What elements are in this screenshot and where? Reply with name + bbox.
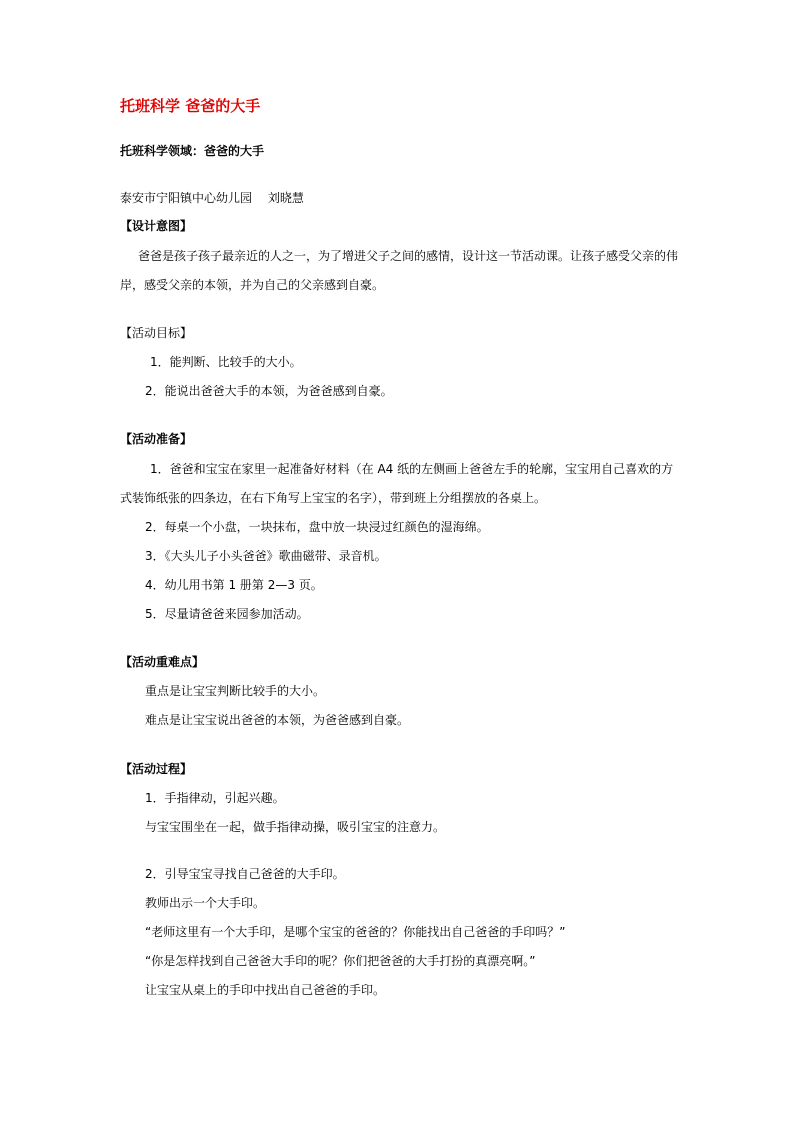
key-line-2: 难点是让宝宝说出爸爸的本领，为爸爸感到自豪。: [145, 713, 410, 727]
doc-subtitle: 托班科学领域：爸爸的大手: [120, 144, 265, 158]
goals-heading: 【活动目标】: [120, 326, 193, 340]
process-line-1: 教师出示一个大手印。: [145, 896, 266, 910]
key-line-1: 重点是让宝宝判断比较手的大小。: [145, 684, 326, 698]
design-paragraph-line-1: 爸爸是孩子孩子最亲近的人之一，为了增进父子之间的感情，设计这一节活动课。让孩子感受父亲的伟: [138, 249, 679, 263]
author-line: 泰安市宁阳镇中心幼儿园 刘晓慧: [120, 191, 304, 205]
prep-item-1-line-1: 1．爸爸和宝宝在家里一起准备好材料（在 A4 纸的左侧画上爸爸左手的轮廓，宝宝用自己喜欢的方: [150, 462, 674, 476]
prep-item-5: 5．尽量请爸爸来园参加活动。: [145, 607, 309, 621]
process-heading: 【活动过程】: [120, 762, 193, 776]
goal-item-1: 1．能判断、比较手的大小。: [150, 355, 302, 369]
design-paragraph-line-2: 岸，感受父亲的本领，并为自己的父亲感到自豪。: [120, 278, 385, 292]
goal-item-2: 2．能说出爸爸大手的本领，为爸爸感到自豪。: [145, 384, 393, 398]
prep-heading: 【活动准备】: [120, 432, 193, 446]
process-line-2: “老师这里有一个大手印，是哪个宝宝的爸爸的？你能找出自己爸爸的手印吗？”: [145, 925, 566, 939]
design-heading: 【设计意图】: [120, 219, 193, 233]
process-step-1: 1．手指律动，引起兴趣。: [145, 791, 285, 805]
process-step-2: 2．引导宝宝寻找自己爸爸的大手印。: [145, 867, 345, 881]
key-heading: 【活动重难点】: [120, 655, 205, 669]
prep-item-2: 2．每桌一个小盘，一块抹布，盘中放一块浸过红颜色的湿海绵。: [145, 520, 489, 534]
process-step-1-text: 与宝宝围坐在一起，做手指律动操，吸引宝宝的注意力。: [145, 820, 446, 834]
prep-item-4: 4．幼儿用书第 1 册第 2—3 页。: [145, 578, 323, 592]
process-line-3: “你是怎样找到自己爸爸大手印的呢？你们把爸爸的大手打扮的真漂亮啊。”: [145, 954, 536, 968]
prep-item-3: 3．《大头儿子小头爸爸》歌曲磁带、录音机。: [145, 549, 387, 563]
doc-title: 托班科学 爸爸的大手: [120, 97, 261, 115]
prep-item-1-line-2: 式装饰纸张的四条边，在右下角写上宝宝的名字），带到班上分组摆放的各桌上。: [120, 491, 547, 505]
process-line-4: 让宝宝从桌上的手印中找出自己爸爸的手印。: [145, 983, 386, 997]
